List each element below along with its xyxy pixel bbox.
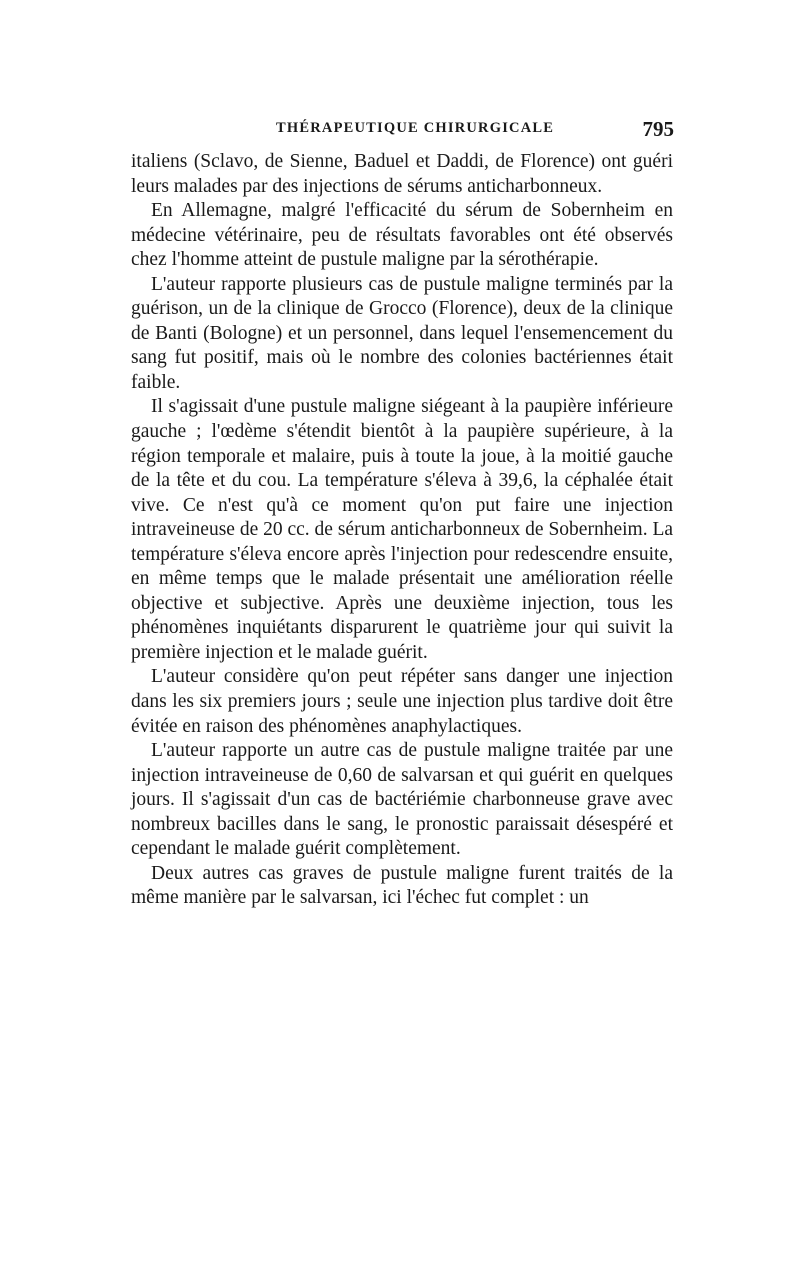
paragraph-allemagne: En Allemagne, malgré l'efficacité du sérum de Sobernheim en médecine vétérinaire, peu de résultats favorables ont été observés chez l'homme atteint de pustule maligne par la sérothérapie. xyxy=(131,200,673,271)
paragraph-injection-repetee: L'auteur considère qu'on peut répéter sans danger une injection dans les six premiers jours ; seule une injection plus tardive doit être évitée en raison des phénomènes anaphylactiques. xyxy=(131,666,673,737)
paragraph-paupiere: Il s'agissait d'une pustule maligne siégeant à la paupière inférieure gauche ; l'œdème s'étendit bientôt à la paupière supérieure, à la région temporale et malaire, puis à toute la joue, à la moitié gauche de la tête et du cou. La température s'éleva à 39,6, la céphalée était vive. Ce n'est qu'à ce moment qu'on put faire une injection intraveineuse de 20 cc. de sérum anticharbonneux de Sobernheim. La température s'éleva encore après l'injection pour redescendre ensuite, en même temps que le malade présentait une amélioration réelle objective et subjective. Après une deuxième injection, tous les phénomènes inquiétants disparurent le quatrième jour qui suivit la première injection et le malade guérit. xyxy=(131,396,674,663)
running-header xyxy=(128,117,674,142)
paragraph-salvarsan: L'auteur rapporte un autre cas de pustule maligne traitée par une injection intraveineuse de 0,60 de salvarsan et qui guérit en quelques jours. Il s'agissait d'un cas de bactériémie charbonneuse grave avec nombreux bacilles dans le sang, le pronostic paraissait désespéré et cependant le malade guérit complètement. xyxy=(131,740,673,860)
paragraph-cas-termines: L'auteur rapporte plusieurs cas de pustule maligne terminés par la guérison, un de la clinique de Grocco (Florence), deux de la clinique de Banti (Bologne) et un personnel, dans lequel l'ensemencement du sang fut positif, mais où le nombre des colonies bactériennes était faible. xyxy=(131,273,673,393)
running-header-title: THÉRAPEUTIQUE CHIRURGICALE xyxy=(276,120,555,136)
paragraph-deux-autres-cas: Deux autres cas graves de pustule maligne furent traités de la même manière par le salvarsan, ici l'échec fut complet : un xyxy=(131,862,673,909)
page-number: 795 xyxy=(642,117,674,141)
paragraph-continuation: italiens (Sclavo, de Sienne, Baduel et Daddi, de Florence) ont guéri leurs malades par des injections de sérums anticharbonneux. xyxy=(131,151,673,197)
body-text xyxy=(131,150,673,911)
